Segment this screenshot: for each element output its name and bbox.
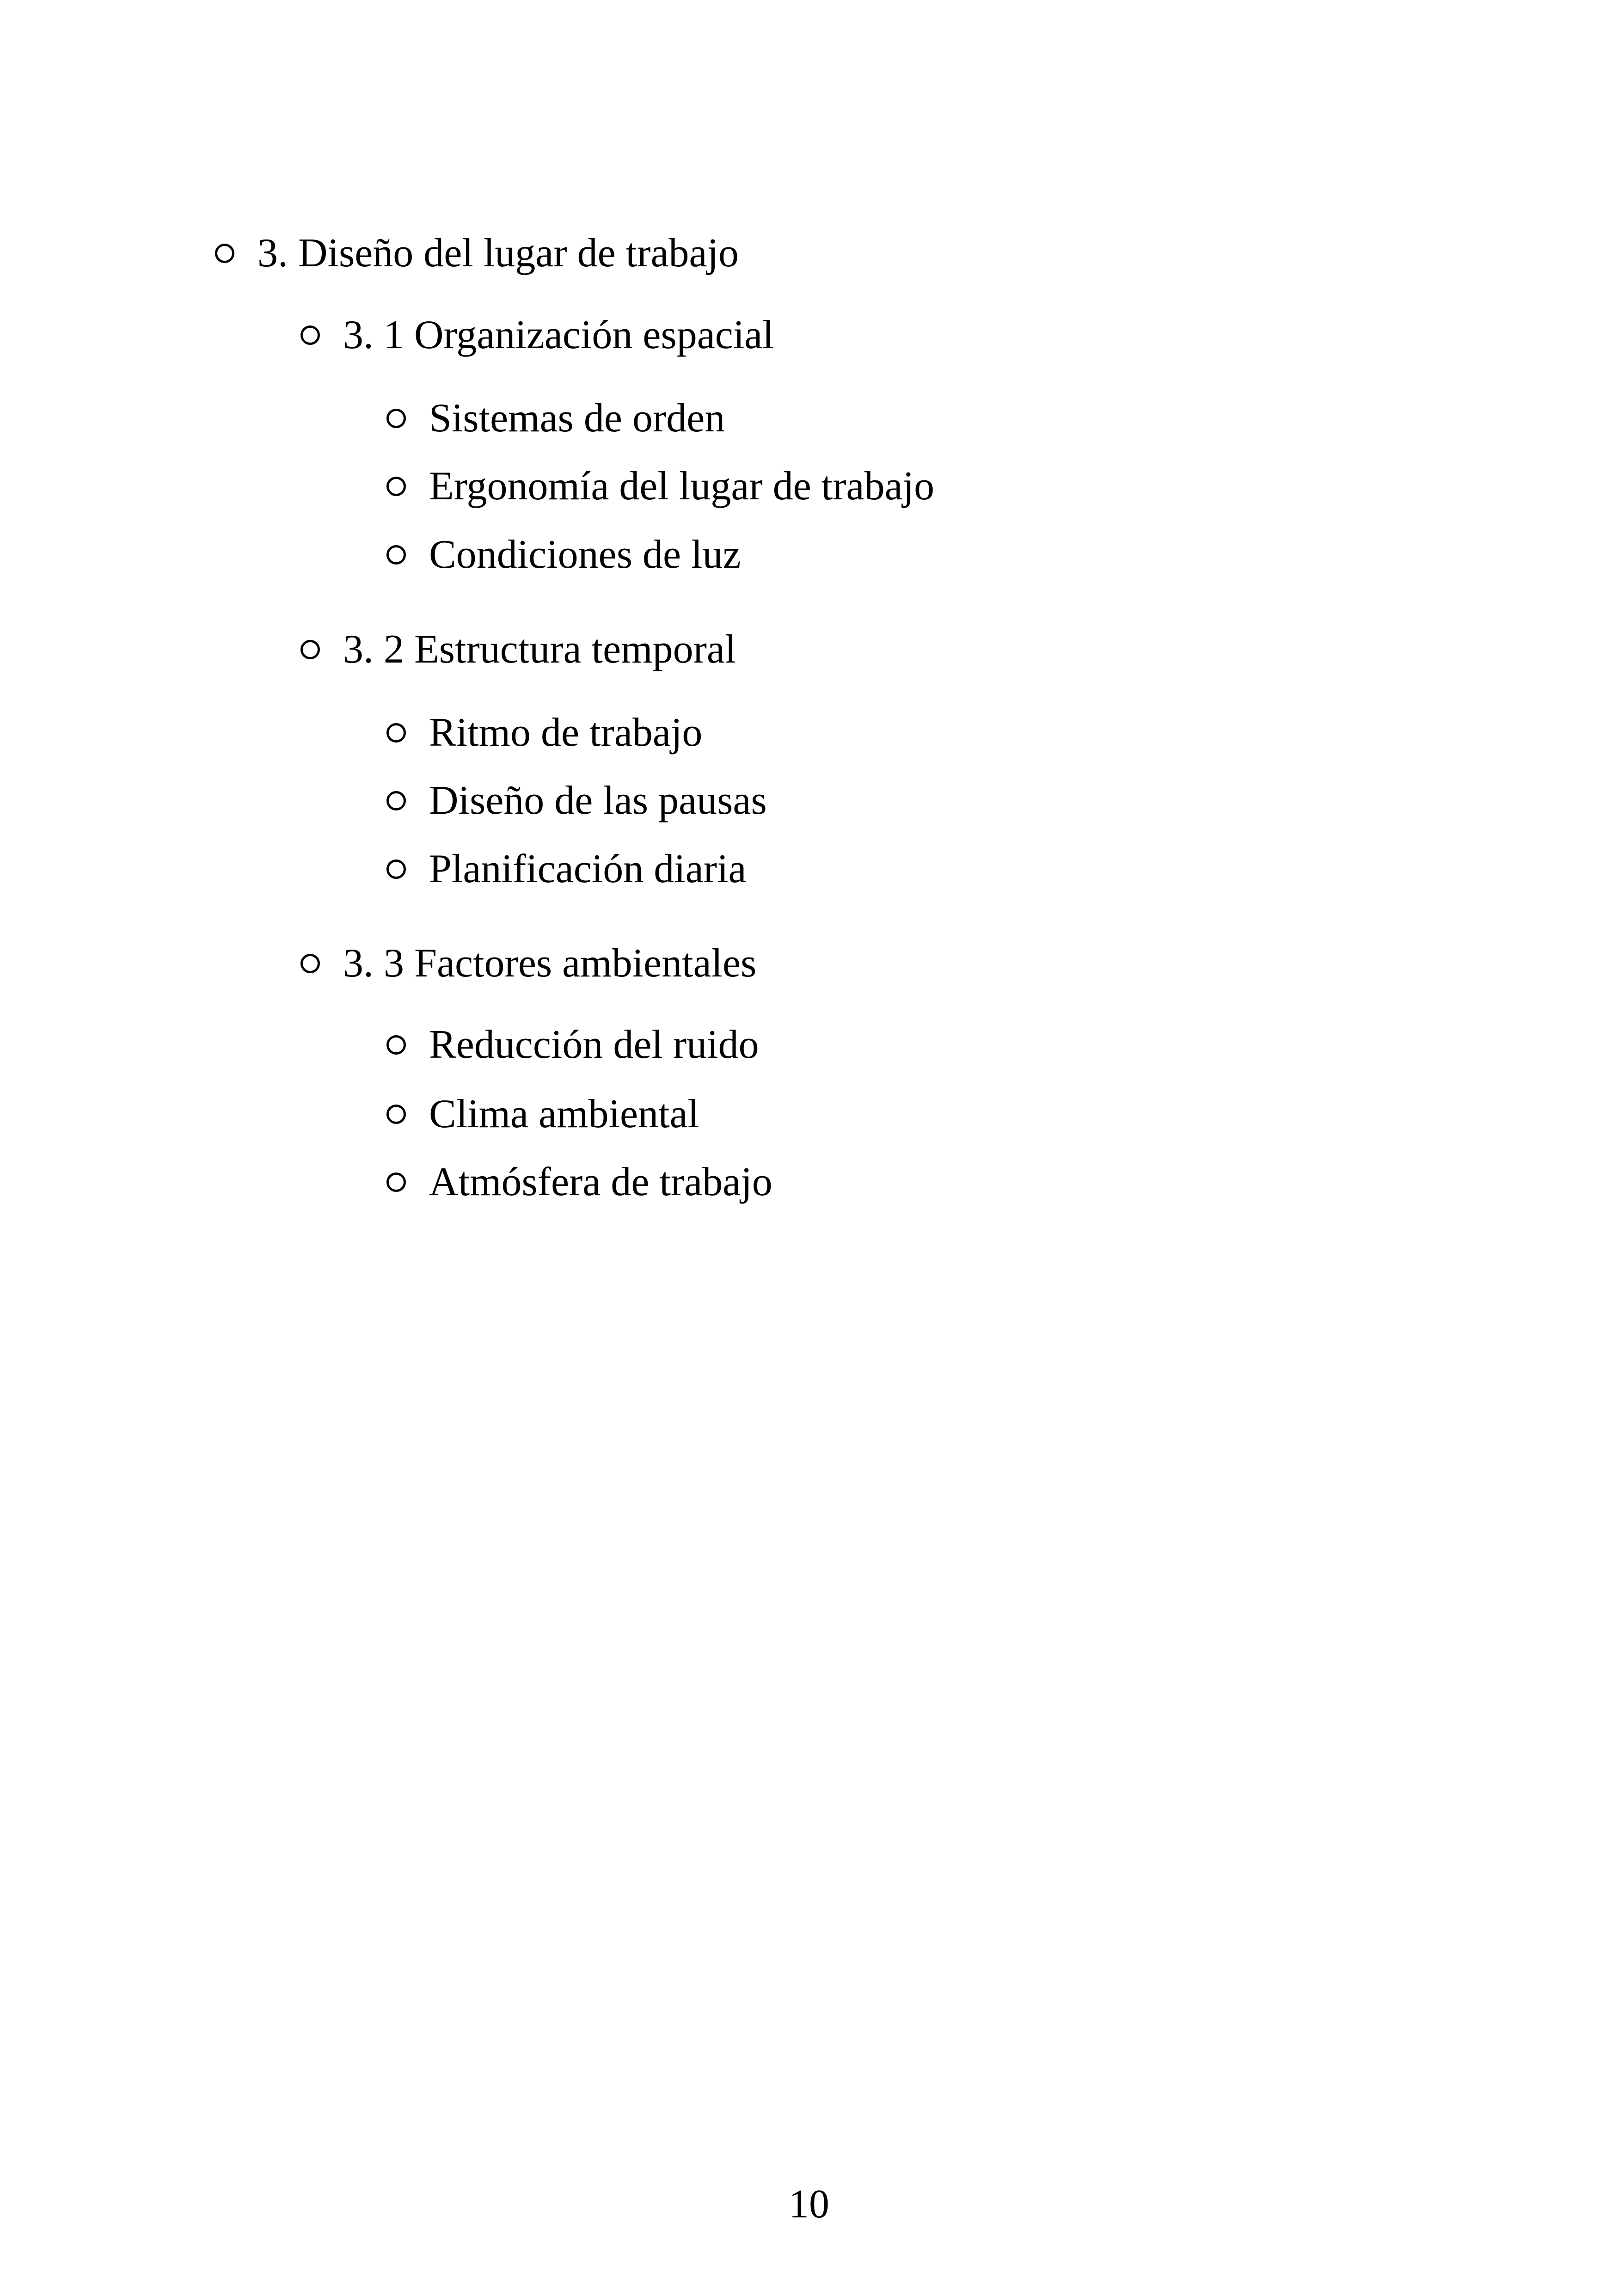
outline-item — [386, 1017, 759, 1073]
outline-item-label: Ritmo de trabajo — [429, 710, 703, 755]
bullet-circle-icon — [386, 545, 406, 565]
bullet-circle-icon — [300, 325, 320, 345]
bullet-circle-icon — [300, 640, 320, 659]
outline-item-label: Atmósfera de trabajo — [429, 1160, 772, 1204]
bullet-circle-icon — [386, 723, 406, 743]
outline-item-section-3-3 — [300, 936, 756, 991]
outline-item — [386, 705, 702, 761]
bullet-circle-icon — [386, 1035, 406, 1055]
outline-item — [386, 459, 934, 514]
outline-item-section-3-1 — [300, 307, 774, 363]
bullet-circle-icon — [386, 409, 406, 428]
bullet-circle-icon — [386, 1173, 406, 1192]
bullet-circle-icon — [215, 244, 234, 263]
page-number: 10 — [789, 2182, 829, 2227]
outline-item-label: Ergonomía del lugar de trabajo — [429, 464, 935, 509]
bullet-circle-icon — [386, 791, 406, 810]
bullet-circle-icon — [300, 954, 320, 973]
outline-item-label: 3. 3 Factores ambientales — [343, 941, 757, 986]
outline-item-label: Diseño de las pausas — [429, 778, 767, 823]
outline-item-label: Planificación diaria — [429, 847, 747, 891]
bullet-circle-icon — [386, 1105, 406, 1124]
outline-item — [386, 773, 767, 829]
outline-item-label: Reducción del ruido — [429, 1022, 759, 1067]
bullet-circle-icon — [386, 477, 406, 496]
outline-item-label: 3. 2 Estructura temporal — [343, 627, 736, 672]
outline-item — [386, 841, 747, 897]
outline-item-section-3-2 — [300, 622, 736, 677]
bullet-circle-icon — [386, 859, 406, 879]
outline-item — [386, 527, 741, 583]
outline-item-label: Sistemas de orden — [429, 396, 725, 441]
outline-item-label: 3. Diseño del lugar de trabajo — [257, 231, 739, 276]
outline-item-section-3 — [215, 226, 739, 281]
outline-item — [386, 1087, 699, 1142]
outline-item-label: 3. 1 Organización espacial — [343, 313, 774, 357]
outline-item — [386, 1154, 772, 1210]
outline-item-label: Condiciones de luz — [429, 532, 741, 577]
outline-item — [386, 391, 725, 446]
outline-item-label: Clima ambiental — [429, 1092, 699, 1136]
